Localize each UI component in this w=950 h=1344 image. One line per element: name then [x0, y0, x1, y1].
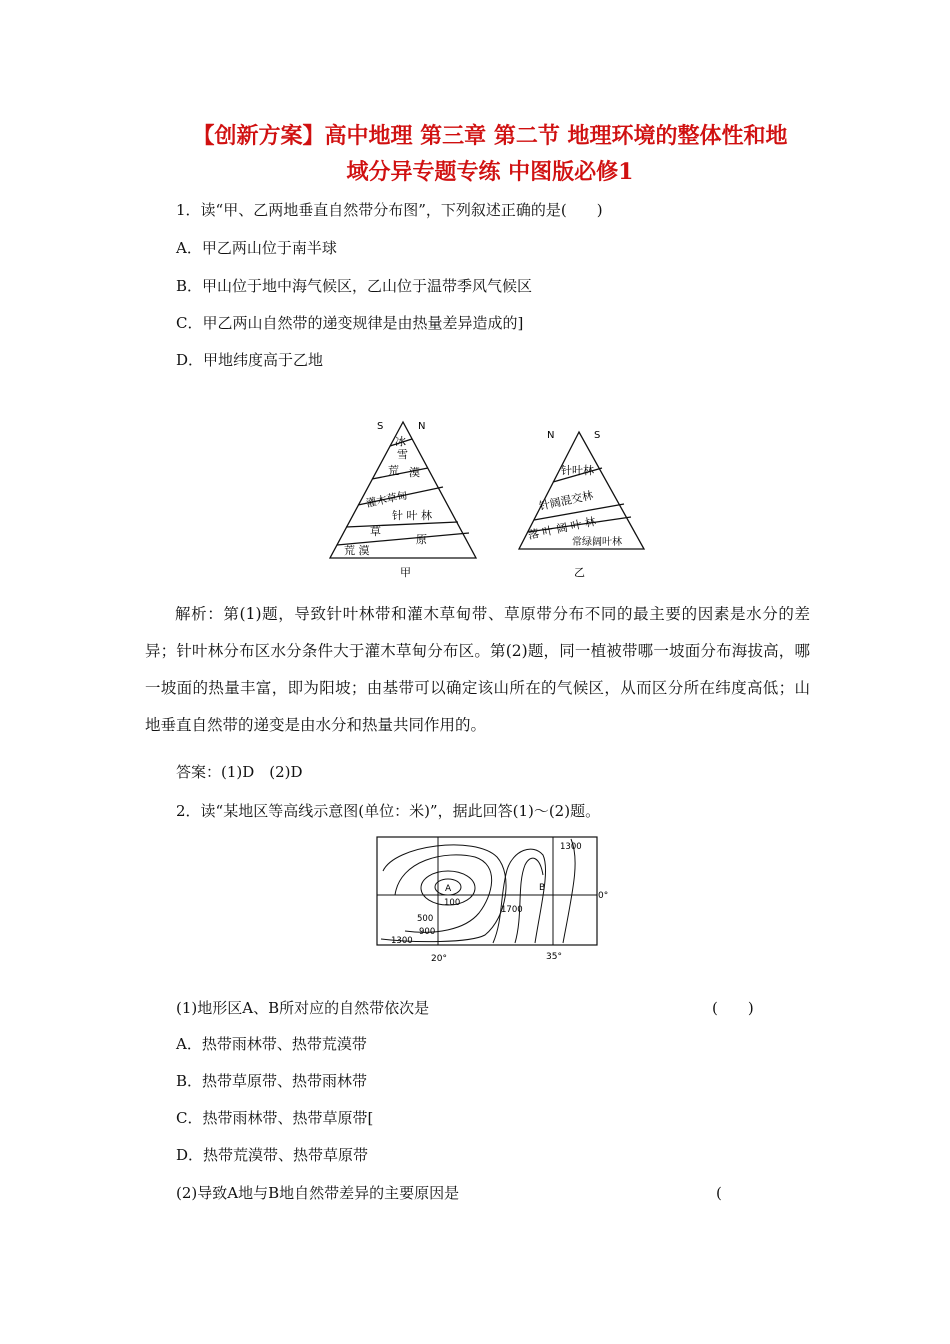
analysis-paragraph: 解析：第(1)题，导致针叶林带和灌木草甸带、草原带分布不同的最主要的因素是水分的差异；针叶林分布区水分条件大于灌木草甸分布区。第(2)题，同一植被带哪一坡面分布海拔高，哪一坡面的热量丰富，即为阳坡；由基带可以确定该山所在的气候区，从而区分所在纬度高低；山地垂直自然带的递变是由水分和热量共同作用的。 [145, 605, 810, 734]
answer-line: 答案：(1)D (2)D [176, 763, 303, 781]
q2-sub1-stem: (1)地形区A、B所对应的自然带依次是 [176, 999, 430, 1017]
contour-900: 900 [419, 927, 436, 937]
contour-1700: 1700 [501, 905, 523, 915]
q1-stem: 1．读“甲、乙两地垂直自然带分布图”，下列叙述正确的是( ) [176, 201, 603, 219]
q2-option-c: C．热带雨林带、热带草原带[ [176, 1109, 374, 1127]
jia-zone-shrub-meadow: 灌木草甸 [365, 489, 409, 510]
document-title-line1: 【创新方案】高中地理 第三章 第二节 地理环境的整体性和地 [192, 123, 788, 149]
yi-caption: 乙 [574, 566, 585, 579]
latitude-0: 0° [598, 891, 609, 901]
q2-sub1-paren: ( ) [712, 999, 754, 1017]
contour-500: 500 [417, 914, 434, 924]
contour-map-figure [375, 835, 625, 970]
q2-sub2-stem: (2)导致A地与B地自然带差异的主要原因是 [176, 1184, 460, 1202]
longitude-20: 20° [431, 954, 447, 964]
yi-zone-conifer: 针叶林 [561, 464, 594, 477]
contour-1300-bottom: 1300 [391, 936, 413, 946]
jia-zone-desert: 荒 漠 [344, 544, 370, 557]
document-title-line2: 域分异专题专练 中图版必修1 [346, 159, 634, 185]
yi-dir-left: N [547, 430, 555, 441]
jia-dir-right: N [418, 421, 426, 432]
label-a: A [445, 884, 452, 894]
contour-100: 100 [444, 898, 461, 908]
jia-zone-yuan: 原 [416, 533, 427, 546]
jia-zone-xue: 雪 [397, 448, 408, 461]
jia-zone-cao: 草 [370, 525, 381, 538]
q2-sub2-paren: ( [716, 1184, 722, 1202]
yi-zone-deciduous: 落 叶 阔 叶 林 [526, 514, 598, 542]
q1-option-b: B．甲山位于地中海气候区，乙山位于温带季风气候区 [176, 277, 533, 295]
contour-1300-top: 1300 [560, 842, 582, 852]
vertical-zone-figure [320, 415, 650, 587]
jia-caption: 甲 [400, 566, 411, 579]
yi-zone-mixed: 针阔混交林 [537, 488, 595, 513]
jia-zone-mo: 漠 [409, 466, 420, 479]
q1-option-d: D．甲地纬度高于乙地 [176, 351, 324, 369]
yi-dir-right: S [594, 430, 601, 441]
q2-stem: 2．读“某地区等高线示意图(单位：米)”，据此回答(1)～(2)题。 [176, 802, 601, 820]
jia-zone-huang: 荒 [388, 464, 399, 477]
q2-option-b: B．热带草原带、热带雨林带 [176, 1072, 368, 1090]
jia-dir-left: S [377, 421, 384, 432]
label-b: B [539, 883, 546, 893]
q2-option-d: D．热带荒漠带、热带草原带 [176, 1146, 369, 1164]
q1-option-a: A．甲乙两山位于南半球 [176, 239, 337, 257]
q2-option-a: A．热带雨林带、热带荒漠带 [176, 1035, 367, 1053]
yi-zone-evergreen: 常绿阔叶林 [572, 537, 622, 548]
longitude-35: 35° [546, 952, 562, 962]
jia-zone-conifer: 针 叶 林 [392, 509, 432, 522]
jia-zone-bing: 冰 [395, 435, 406, 448]
q1-option-c: C．甲乙两山自然带的递变规律是由热量差异造成的] [176, 314, 524, 332]
